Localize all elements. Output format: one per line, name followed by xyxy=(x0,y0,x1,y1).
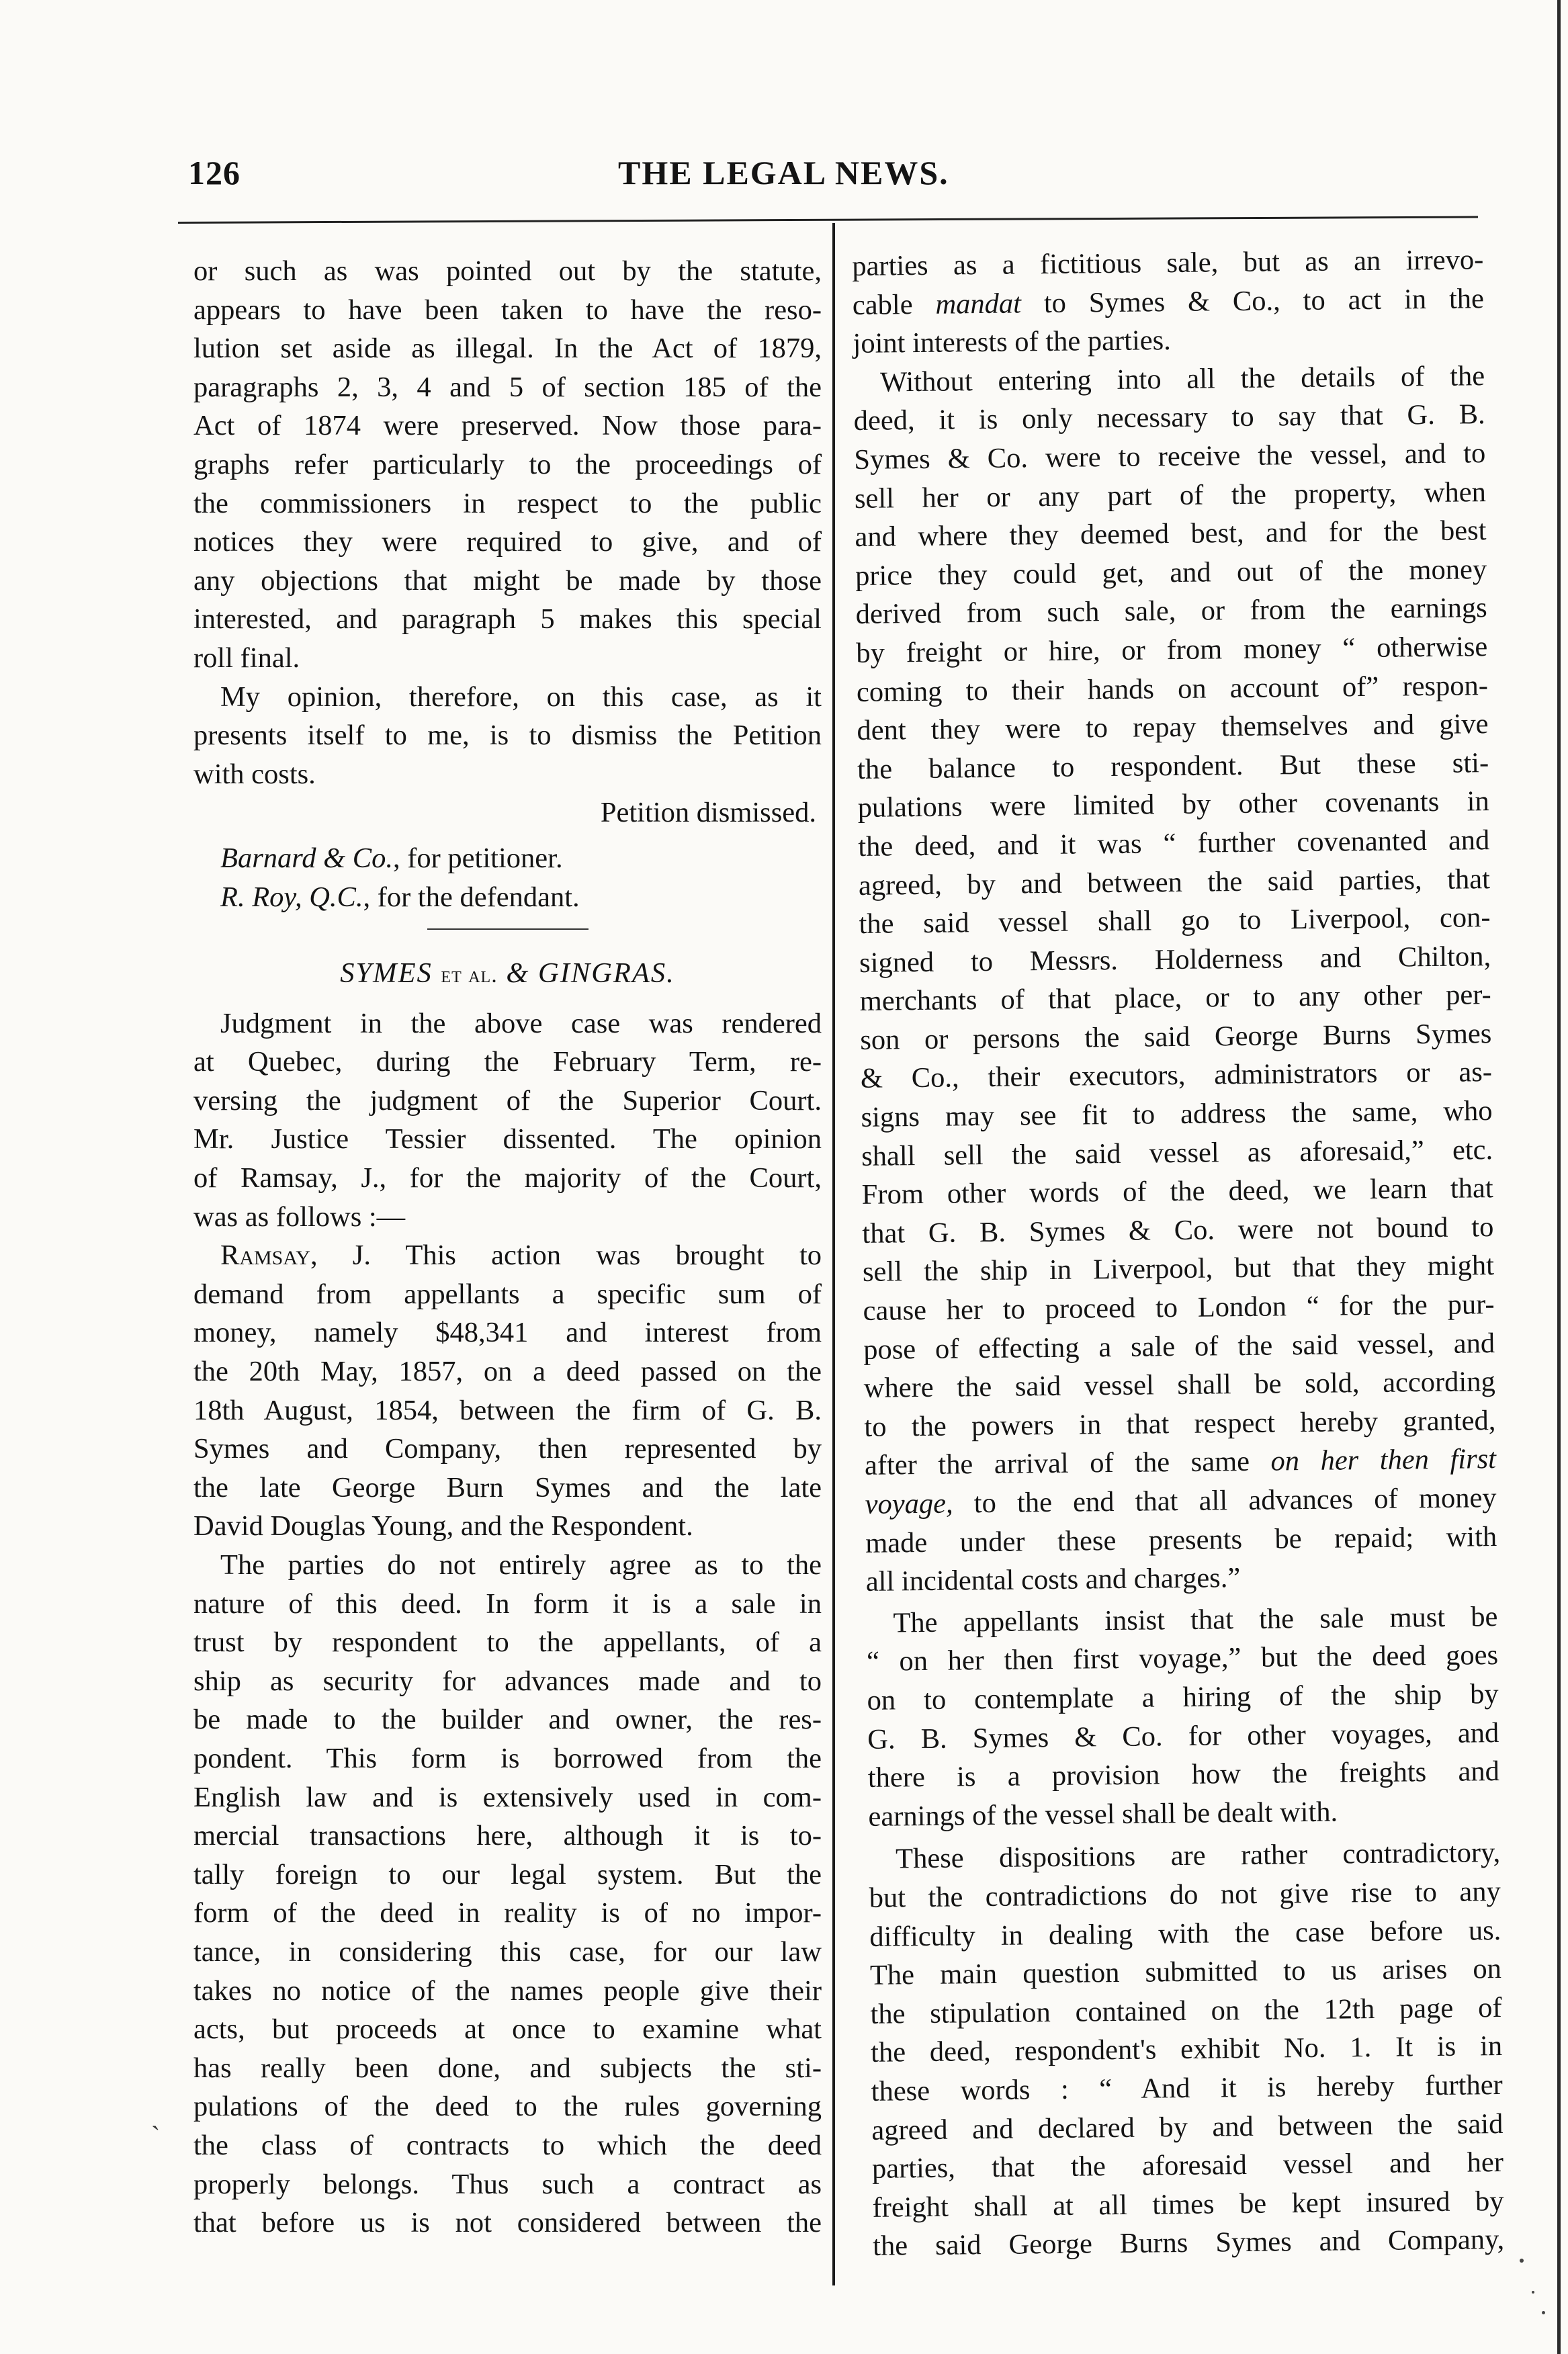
text-line: price they could get, and out of the money xyxy=(855,553,1487,592)
case-title-party: & GINGRAS. xyxy=(506,957,675,990)
section-divider xyxy=(427,928,589,930)
italic-term: mandat xyxy=(935,287,1022,320)
text-line: to the powers in that respect hereby granted, xyxy=(864,1404,1496,1443)
text-line: parties as a fictitious sale, but as an irrevo- xyxy=(852,244,1484,282)
text-line: the class of contracts to which the deed xyxy=(193,2129,822,2161)
paragraph-opinion xyxy=(193,678,822,794)
text-line: presents itself to me, is to dismiss the Petition xyxy=(193,720,822,752)
page-number: 126 xyxy=(188,154,241,191)
text-line: takes no notice of the names people give their xyxy=(193,1974,822,2007)
text-line: sell the ship in Liverpool, but that they might xyxy=(862,1250,1495,1289)
margin-mark: ˎ xyxy=(151,2100,161,2130)
text-fragment: to Symes & Co., to act in the xyxy=(1020,282,1485,319)
text-line: My opinion, therefore, on this case, as it xyxy=(220,681,822,713)
text-line: the stipulation contained on the 12th page of xyxy=(870,1991,1502,2030)
text-line: agreed, by and between the said parties, that xyxy=(858,863,1491,902)
page-header xyxy=(155,146,1451,200)
case-title-party: SYMES xyxy=(340,957,433,990)
paragraph-ramsay xyxy=(193,1236,822,1546)
text-line: made under these presents be repaid; with xyxy=(865,1520,1497,1559)
text-line: merchants of that place, or to any other per- xyxy=(859,979,1491,1018)
text-line: has really been done, and subjects the sti- xyxy=(193,2052,822,2084)
right-column xyxy=(852,241,1504,2266)
text-line: These dispositions are rather contradictory, xyxy=(895,1837,1501,1875)
text-line: the deed, respondent's exhibit No. 1. It is in xyxy=(870,2030,1503,2069)
text-line: The main question submitted to us arises on xyxy=(869,1953,1502,1991)
text-line: dent they were to repay themselves and give xyxy=(857,708,1489,747)
text-line: there is a provision how the freights and xyxy=(867,1755,1500,1794)
text-line: these words : “ And it is hereby further xyxy=(871,2068,1503,2107)
text-line: pulations were limited by other covenants in xyxy=(857,785,1489,824)
header-rule xyxy=(178,216,1478,224)
paragraph-parties xyxy=(193,1546,822,2242)
text-line: versing the judgment of the Superior Court. xyxy=(193,1084,822,1117)
counsel-name: R. Roy, Q.C. xyxy=(220,881,363,913)
text-line: pulations of the deed to the rules governing xyxy=(193,2091,822,2123)
text-line: The appellants insist that the sale must be xyxy=(893,1600,1498,1639)
left-column xyxy=(193,252,822,2242)
text-line: properly belongs. Thus such a contract as xyxy=(193,2168,822,2200)
text-line: where the said vessel shall be sold, according xyxy=(863,1366,1495,1405)
text-line: interested, and paragraph 5 makes this special xyxy=(193,603,822,636)
text-line: David Douglas Young, and the Respondent. xyxy=(193,1510,693,1542)
text-line xyxy=(865,1479,1497,1524)
text-line: deed, it is only necessary to say that G. B. xyxy=(853,398,1485,437)
text-line: the said George Burns Symes and Company, xyxy=(872,2224,1505,2263)
text-line: the commissioners in respect to the public xyxy=(193,487,822,519)
disposition: Petition dismissed. xyxy=(600,797,816,829)
text-line: Symes & Co. were to receive the vessel, and to xyxy=(854,437,1486,476)
text-line: mercial transactions here, although it is to- xyxy=(193,1820,822,1852)
text-line: signs may see fit to address the same, who xyxy=(861,1095,1493,1133)
text-line: tally foreign to our legal system. But the xyxy=(193,1858,822,1890)
text-line: was as follows :— xyxy=(193,1201,406,1233)
case-title-et-al: et al. xyxy=(441,963,498,988)
text-line: The parties do not entirely agree as to the xyxy=(220,1549,822,1581)
text-line: money, namely $48,341 and interest from xyxy=(193,1317,822,1349)
text-line: on to contemplate a hiring of the ship by xyxy=(867,1678,1499,1716)
text-line: freight shall at all times be kept insured by xyxy=(872,2185,1504,2224)
text-line: cause her to proceed to London “ for the pur- xyxy=(863,1289,1495,1327)
paragraph-mandat xyxy=(852,241,1485,363)
counsel-name: Barnard & Co. xyxy=(220,842,393,874)
text-line: the 20th May, 1857, on a deed passed on the xyxy=(193,1356,822,1388)
text-line: all incidental costs and charges.” xyxy=(865,1562,1241,1598)
text-line: that before us is not considered between the xyxy=(193,2207,822,2239)
text-line: the late George Burn Symes and the late xyxy=(193,1471,822,1503)
text-line: 18th August, 1854, between the firm of G. B. xyxy=(193,1394,822,1426)
text-line: the said vessel shall go to Liverpool, con- xyxy=(859,902,1491,941)
counsel-role: , for the defendant. xyxy=(363,881,580,913)
journal-title: THE LEGAL NEWS. xyxy=(618,154,949,191)
text-line: signed to Messrs. Holderness and Chilton, xyxy=(859,940,1491,979)
text-line xyxy=(865,1440,1497,1485)
print-speck xyxy=(1520,2259,1524,2263)
text-line: From other words of the deed, we learn that xyxy=(861,1172,1493,1211)
text-line: derived from such sale, or from the earnings xyxy=(855,592,1487,631)
text-line: parties, that the aforesaid vessel and her xyxy=(871,2146,1504,2185)
text-line: shall sell the said vessel as aforesaid,” etc. xyxy=(861,1133,1493,1172)
text-line: the deed, and it was “ further covenanted and xyxy=(858,824,1490,863)
paragraph-deed-details xyxy=(853,357,1497,1602)
text-line: paragraphs 2, 3, 4 and 5 of section 185 of the xyxy=(193,371,822,403)
text-line: sell her or any part of the property, when xyxy=(854,476,1487,515)
text-line: of Ramsay, J., for the majority of the Court, xyxy=(193,1162,822,1194)
text-line: & Co., their executors, administrators or as- xyxy=(860,1056,1493,1095)
text-line: demand from appellants a specific sum of xyxy=(193,1278,822,1310)
paragraph-statute xyxy=(193,252,822,678)
text-fragment: after the arrival of the same xyxy=(864,1445,1271,1482)
text-line: acts, but proceeds at once to examine what xyxy=(193,2013,822,2046)
text-line: G. B. Symes & Co. for other voyages, and xyxy=(867,1716,1499,1755)
text-line: any objections that might be made by those xyxy=(193,564,822,597)
text-line: notices they were required to give, and of xyxy=(193,526,822,558)
text-fragment: to the end that all advances of money xyxy=(953,1482,1497,1520)
text-line: with costs. xyxy=(193,758,316,790)
page-edge-shadow xyxy=(1557,0,1561,2354)
text-line: difficulty in dealing with the case before us. xyxy=(869,1914,1501,1953)
text-line: lution set aside as illegal. In the Act of 1879, xyxy=(193,333,822,365)
text-line: Without entering into all the details of the xyxy=(879,359,1485,398)
counsel-line xyxy=(193,878,822,917)
text-line: be made to the builder and owner, the res- xyxy=(193,1704,822,1736)
text-line: trust by respondent to the appellants, of a xyxy=(193,1626,822,1659)
text-fragment: cable xyxy=(852,288,936,321)
text-line: agreed and declared by and between the said xyxy=(871,2107,1504,2146)
case-title xyxy=(193,954,822,995)
text-line: pose of effecting a sale of the said vessel, and xyxy=(863,1327,1495,1366)
text-line: earnings of the vessel shall be dealt with. xyxy=(868,1796,1338,1833)
print-speck xyxy=(1542,2311,1545,2314)
text-line xyxy=(193,1236,822,1275)
italic-phrase: voyage, xyxy=(865,1487,953,1520)
text-line: nature of this deed. In form it is a sale in xyxy=(193,1587,822,1620)
text-line: ship as security for advances made and to xyxy=(193,1665,822,1697)
italic-phrase: on her then first xyxy=(1270,1443,1497,1477)
text-line xyxy=(853,279,1485,324)
text-line: and where they deemed best, and for the best xyxy=(855,515,1487,554)
text-line: by freight or hire, or from money “ otherwise xyxy=(856,631,1488,669)
counsel-line xyxy=(193,839,822,878)
text-line: the balance to respondent. But these sti- xyxy=(857,746,1489,785)
text-line: Symes and Company, then represented by xyxy=(193,1433,822,1465)
text-line: tance, in considering this case, for our law xyxy=(193,1935,822,1968)
paragraph-dispositions xyxy=(869,1833,1505,2265)
text-line: English law and is extensively used in com- xyxy=(193,1781,822,1813)
counsel-role: , for petitioner. xyxy=(393,842,563,874)
text-line: appears to have been taken to have the reso- xyxy=(193,294,822,326)
print-speck xyxy=(1532,2291,1534,2294)
judge-name: Ramsay, J. xyxy=(220,1239,371,1272)
text-line: Mr. Justice Tessier dissented. The opinion xyxy=(193,1123,822,1156)
text-line: but the contradictions do not give rise to any xyxy=(869,1875,1501,1914)
text-line: graphs refer particularly to the proceedings of xyxy=(193,448,822,480)
text-line: that G. B. Symes & Co. were not bound to xyxy=(862,1211,1494,1250)
text-line: joint interests of the parties. xyxy=(853,324,1172,360)
text-line: son or persons the said George Burns Symes xyxy=(860,1017,1492,1056)
text-line: Act of 1874 were preserved. Now those para- xyxy=(193,410,822,442)
text-line: “ on her then first voyage,” but the deed goes xyxy=(866,1639,1499,1678)
text-line: Judgment in the above case was rendered xyxy=(220,1007,822,1039)
text-line: form of the deed in reality is of no impor- xyxy=(193,1897,822,1929)
text-line: or such as was pointed out by the statute, xyxy=(193,255,822,287)
text-line: roll final. xyxy=(193,642,300,674)
paragraph-appellants xyxy=(866,1598,1500,1836)
text-fragment: This action was brought to xyxy=(405,1239,822,1272)
text-line: pondent. This form is borrowed from the xyxy=(193,1742,822,1774)
column-divider-rule xyxy=(832,223,835,2285)
text-line: coming to their hands on account of” respon- xyxy=(856,669,1489,708)
paragraph-judgment xyxy=(193,1004,822,1237)
text-line: at Quebec, during the February Term, re- xyxy=(193,1046,822,1078)
